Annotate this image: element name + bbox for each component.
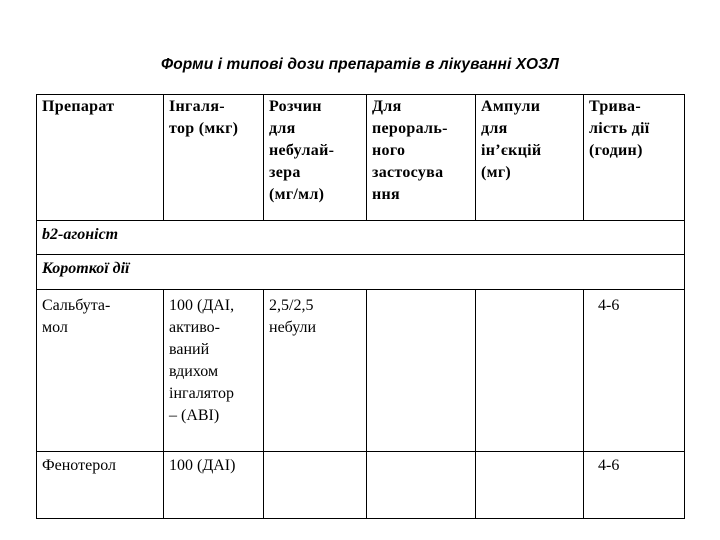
header-inhaler: Інгаля- тор (мкг) bbox=[164, 95, 264, 221]
section-label: b2-агоніст bbox=[37, 221, 685, 255]
cell-drug: Фенотерол bbox=[37, 452, 164, 519]
header-duration: Трива- лість дії (годин) bbox=[584, 95, 685, 221]
header-oral: Для перораль- ного застосува ння bbox=[367, 95, 476, 221]
cell-duration: 4-6 bbox=[584, 452, 685, 519]
subsection-label: Короткої дії bbox=[37, 255, 685, 290]
table-row bbox=[37, 290, 685, 452]
drug-dose-table bbox=[36, 94, 685, 519]
section-row bbox=[37, 221, 685, 255]
subsection-row bbox=[37, 255, 685, 290]
cell-nebulizer: 2,5/2,5 небули bbox=[264, 290, 367, 452]
header-ampoules: Ампули для ін’єкцій (мг) bbox=[476, 95, 584, 221]
cell-drug: Сальбута- мол bbox=[37, 290, 164, 452]
cell-nebulizer bbox=[264, 452, 367, 519]
header-nebulizer: Розчин для небулай- зера (мг/мл) bbox=[264, 95, 367, 221]
cell-oral bbox=[367, 452, 476, 519]
cell-oral bbox=[367, 290, 476, 452]
cell-duration: 4-6 bbox=[584, 290, 685, 452]
table-row bbox=[37, 452, 685, 519]
cell-ampoules bbox=[476, 290, 584, 452]
cell-inhaler: 100 (ДАІ, активо- ваний вдихом інгалятор – (АВІ) bbox=[164, 290, 264, 452]
table-header-row bbox=[37, 95, 685, 221]
cell-ampoules bbox=[476, 452, 584, 519]
cell-inhaler: 100 (ДАІ) bbox=[164, 452, 264, 519]
header-drug: Препарат bbox=[37, 95, 164, 221]
page-title: Форми і типові дози препаратів в лікуванні ХОЗЛ bbox=[161, 56, 559, 73]
